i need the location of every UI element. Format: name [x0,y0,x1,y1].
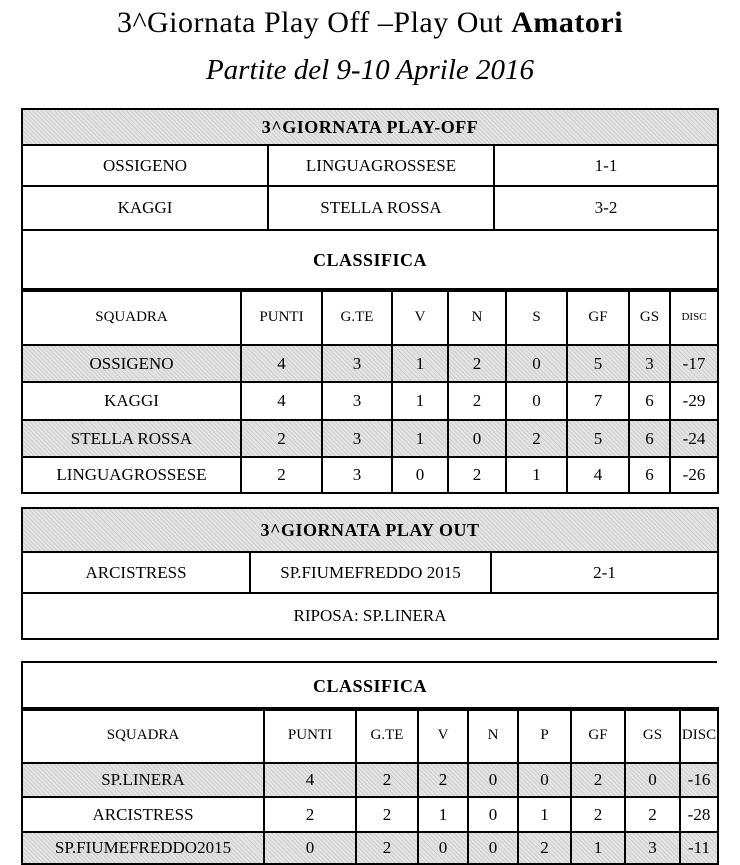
standings-title: CLASSIFICA [22,662,717,710]
match-score: 1-1 [494,145,718,186]
table-row [22,763,718,797]
title-text: 3^Giornata Play Off –Play Out [116,6,512,39]
page-title [0,6,740,40]
table-row [22,382,718,420]
playoff-title: 3^GIORNATA PLAY-OFF [22,109,718,145]
col-header: G.TE [322,289,392,345]
playout-standings-title [21,661,717,711]
cell: 6 [629,457,670,493]
col-header: G.TE [356,708,418,763]
standings-header [22,708,718,763]
col-header: P [518,708,571,763]
cell: 4 [241,345,322,382]
cell: 0 [518,763,571,797]
cell: 2 [356,797,418,832]
title-bold: Amatori [511,6,624,39]
cell: 1 [392,420,448,457]
cell: 3 [625,832,680,864]
cell: 0 [468,832,518,864]
cell: 4 [241,382,322,420]
cell: 5 [567,420,629,457]
cell: 1 [392,382,448,420]
cell: 0 [506,345,567,382]
col-header: V [392,289,448,345]
cell: 1 [418,797,468,832]
playout-title: 3^GIORNATA PLAY OUT [22,508,718,552]
cell: 3 [629,345,670,382]
cell: 3 [322,457,392,493]
cell: 2 [518,832,571,864]
home-team: ARCISTRESS [22,552,250,593]
cell: 0 [468,763,518,797]
match-row [22,186,718,230]
cell: 7 [567,382,629,420]
table-row [22,420,718,457]
cell: -26 [670,457,718,493]
team-name: OSSIGENO [22,345,241,382]
table-row [22,832,718,864]
standings-title: CLASSIFICA [22,230,718,291]
table-row [22,457,718,493]
cell: 2 [241,420,322,457]
cell: 4 [567,457,629,493]
cell: 3 [322,382,392,420]
team-name: LINGUAGROSSESE [22,457,241,493]
col-header: GF [571,708,625,763]
col-header: GF [567,289,629,345]
cell: 2 [571,797,625,832]
playout-standings [21,707,719,865]
cell: 6 [629,420,670,457]
cell: 0 [448,420,506,457]
home-team: KAGGI [22,186,268,230]
col-header: PUNTI [264,708,356,763]
col-header: S [506,289,567,345]
cell: 0 [264,832,356,864]
cell: 0 [418,832,468,864]
cell: 0 [625,763,680,797]
home-team: OSSIGENO [22,145,268,186]
team-name: STELLA ROSSA [22,420,241,457]
team-name: ARCISTRESS [22,797,264,832]
col-header: DISC [670,289,718,345]
cell: 2 [264,797,356,832]
cell: -24 [670,420,718,457]
cell: 0 [468,797,518,832]
cell: 2 [448,457,506,493]
team-name: SP.LINERA [22,763,264,797]
cell: 0 [506,382,567,420]
team-name: SP.FIUMEFREDDO2015 [22,832,264,864]
match-score: 2-1 [491,552,718,593]
cell: -16 [680,763,718,797]
cell: 1 [506,457,567,493]
playoff-table [21,108,719,292]
cell: -11 [680,832,718,864]
cell: 0 [392,457,448,493]
playout-table [21,507,719,640]
away-team: STELLA ROSSA [268,186,494,230]
team-name: KAGGI [22,382,241,420]
cell: 2 [356,763,418,797]
match-row [22,145,718,186]
page-subtitle: Partite del 9-10 Aprile 2016 [205,54,535,86]
playoff-standings [21,288,719,494]
cell: 4 [264,763,356,797]
cell: 2 [506,420,567,457]
col-header: PUNTI [241,289,322,345]
table-row [22,797,718,832]
rest-team: RIPOSA: SP.LINERA [22,593,718,639]
col-header: DISC [680,708,718,763]
cell: 1 [571,832,625,864]
cell: 3 [322,345,392,382]
cell: -28 [680,797,718,832]
cell: 2 [625,797,680,832]
match-row [22,552,718,593]
cell: 5 [567,345,629,382]
col-header: SQUADRA [22,289,241,345]
cell: 3 [322,420,392,457]
col-header: V [418,708,468,763]
cell: 1 [392,345,448,382]
cell: -17 [670,345,718,382]
cell: 6 [629,382,670,420]
cell: -29 [670,382,718,420]
col-header: SQUADRA [22,708,264,763]
col-header: GS [625,708,680,763]
col-header: GS [629,289,670,345]
cell: 2 [356,832,418,864]
cell: 2 [448,345,506,382]
cell: 2 [241,457,322,493]
away-team: LINGUAGROSSESE [268,145,494,186]
cell: 2 [448,382,506,420]
cell: 2 [571,763,625,797]
col-header: N [468,708,518,763]
standings-header [22,289,718,345]
cell: 1 [518,797,571,832]
col-header: N [448,289,506,345]
match-score: 3-2 [494,186,718,230]
table-row [22,345,718,382]
cell: 2 [418,763,468,797]
away-team: SP.FIUMEFREDDO 2015 [250,552,491,593]
